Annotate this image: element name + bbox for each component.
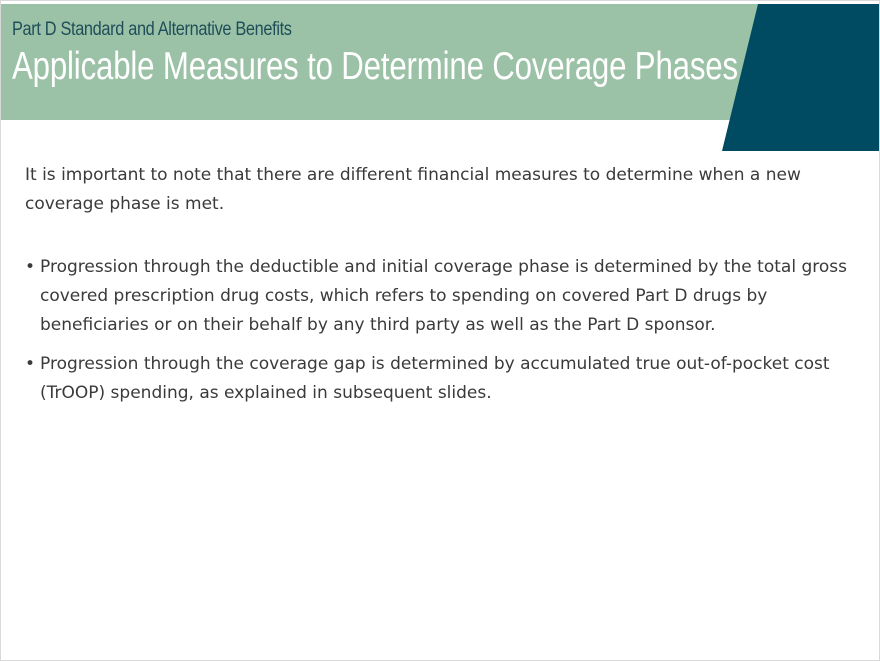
- slide-content: [25, 161, 857, 418]
- bullet-item: [25, 350, 855, 408]
- page-title: Applicable Measures to Determine Coverage Phases: [12, 45, 738, 88]
- bullet-list: [25, 253, 857, 408]
- section-title: Part D Standard and Alternative Benefits: [12, 19, 292, 40]
- bullet-text: Progression through the deductible and initial coverage phase is determined by the total gross covered prescription drug costs, which refers to spending on covered Part D drugs by beneficiaries or on their behalf by any third party as well as the Part D sponsor.: [40, 257, 847, 335]
- bullet-text: Progression through the coverage gap is determined by accumulated true out-of-pocket cost (TrOOP) spending, as explained in subsequent slides.: [40, 354, 830, 403]
- intro-paragraph: It is important to note that there are different financial measures to determine when a new coverage phase is met.: [25, 165, 801, 214]
- bullet-dot-icon: •: [25, 354, 36, 374]
- bullet-item: [25, 253, 855, 340]
- bullet-dot-icon: •: [25, 257, 36, 277]
